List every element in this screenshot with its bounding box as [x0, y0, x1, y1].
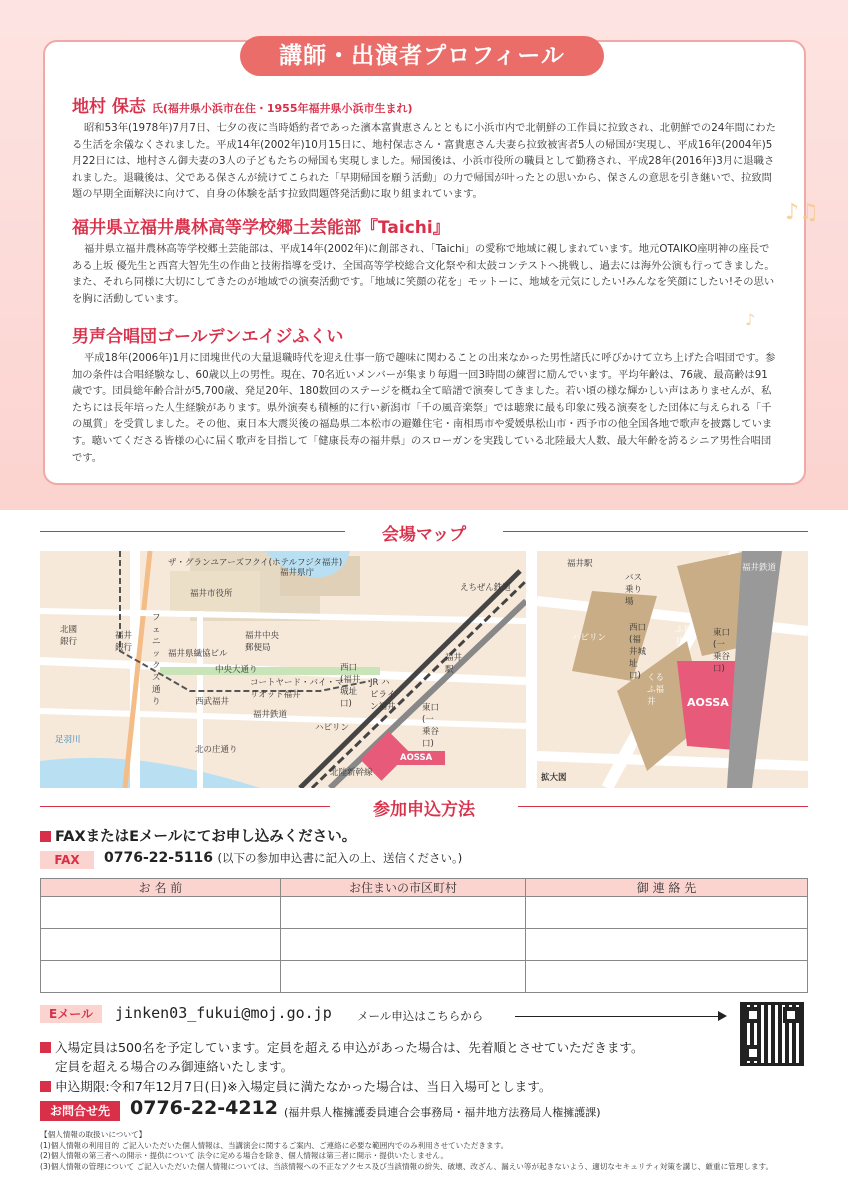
contact-number: 0776-22-4212 — [130, 1097, 278, 1119]
post-office-label: 福井中央郵便局 — [245, 631, 280, 653]
contact-tag: お問合せ先 — [40, 1101, 120, 1121]
capacity-text: 入場定員は500名を予定しています。定員を超える申込があった場合は、先着順とさせていただきます。 — [55, 1040, 644, 1055]
contact-cell[interactable] — [526, 929, 808, 961]
bullet-icon — [40, 1042, 51, 1053]
area-map — [40, 551, 526, 788]
choir-heading: 男声合唱団ゴールデンエイジふくい — [72, 327, 344, 347]
privacy-line: (1)個人情報の利用目的 ご記入いただいた個人情報は、当講演会に関するご案内、ご連絡に必要な範囲内でのみ利用させていただきます。 — [40, 1140, 509, 1150]
email-note: メール申込はこちらから — [357, 1009, 484, 1023]
west-exit2-label: 西口(福井城址口) — [629, 623, 647, 681]
taichi-heading: 福井県立福井農林高等学校郷土芸能部『Taichi』 — [72, 218, 450, 238]
fax-note: (以下の参加申込書に記入の上、送信ください。) — [217, 851, 463, 865]
station2-label: 福井駅 — [567, 559, 593, 569]
table-row — [41, 961, 808, 993]
zoom-map — [537, 551, 808, 788]
east-exit-label: 東口(一乗谷口) — [422, 703, 440, 749]
apply-title: 参加申込方法 — [373, 800, 475, 820]
city-office-label: 福井市役所 — [190, 589, 233, 599]
privacy-notice — [40, 1130, 810, 1172]
east-exit2-label: 東口(一乗谷口) — [713, 628, 731, 674]
city-cell[interactable] — [281, 897, 526, 929]
city-cell[interactable] — [281, 961, 526, 993]
zoom-label: 拡大図 — [541, 773, 567, 783]
application-form — [40, 878, 808, 993]
fax-line — [104, 850, 462, 866]
capacity-note: 定員を超える場合のみ御連絡いたします。 — [55, 1059, 294, 1074]
contact-cell[interactable] — [526, 897, 808, 929]
happiring2-label: ハピリン — [572, 633, 607, 643]
map-title: 会場マップ — [381, 525, 467, 545]
contact-header: 御 連 絡 先 — [526, 879, 808, 897]
person-suffix: 氏(福井県小浜市在住・1955年福井県小浜市生まれ) — [151, 102, 413, 115]
aossa2-label: AOSSA — [687, 696, 729, 709]
kurufu1-label: くるふ福井 — [675, 613, 693, 647]
nishiki-label: 西武福井 — [195, 697, 230, 707]
apply-headline — [40, 825, 356, 846]
building-label: 福井県繊協ビル — [168, 649, 228, 659]
pref-office-label: 福井県庁 — [280, 568, 315, 578]
table-row — [41, 897, 808, 929]
phoenix-label: フェニックス通り — [152, 613, 161, 707]
jr-line-label: JR ハピライン福井 — [370, 678, 396, 712]
arrow-line — [515, 1016, 725, 1017]
music-note-icon: ♪ — [745, 310, 756, 329]
arrow-icon — [718, 1011, 727, 1021]
echizen-rail-label: えちぜん鉄道 — [460, 583, 511, 593]
bus-stop-label: バス乗り場 — [625, 573, 643, 607]
kitanosho-label: 北の庄通り — [195, 745, 238, 755]
taichi-bio: 福井県立福井農林高等学校郷土芸能部は、平成14年(2002年)に創部され、「Taichi」の愛称で地域に親しまれています。地元OTAIKO座明神の座長である上坂 優先生と西宮大智先生の作曲と技術指導を受け、全国高等学校総合文化祭や和太鼓コンテストへ挑戦し、過去には海外公演も行ってきました。また、それら同様に大切にしてきたのが地域での演奏活動です。「地域に笑顔の花を」モットーに、地域を元気にしたい!みんなを笑顔にしたい!その思いを胸に活動しています。 — [72, 243, 775, 305]
aossa-label: AOSSA — [400, 753, 433, 763]
email-link[interactable]: jinken03_fukui@moj.go.jp — [115, 1004, 332, 1022]
zoom-map-graphic — [537, 551, 808, 788]
hotel-label: ザ・グランユアーズフクイ(ホテルフジタ福井) — [168, 558, 343, 568]
fax-tag: FAX — [40, 851, 94, 869]
happiring-label: ハピリン — [315, 723, 350, 733]
apply-headline-text: FAXまたはEメールにてお申し込みください。 — [55, 829, 357, 845]
privacy-line: (2)個人情報の第三者への開示・提供について 法令に定める場合を除き、個人情報は第三者に開示・提供いたしません。 — [40, 1151, 449, 1161]
shinkansen-label: 北陸新幹線 — [330, 768, 373, 778]
person-bio: 昭和53年(1978年)7月7日、七夕の夜に当時婚約者であった濱本富貴恵さんとともに小浜市内で北朝鮮の工作員に拉致され、北朝鮮での24年間にわたる生活を余儀なくされました。平成14年(2002年)10月15日に、地村保志さん・富貴恵さん夫妻ら拉致被害者5人の帰国が実現し、平成16年(2004年)5月22日には、地村さん御夫妻の3人の子どもたちの帰国も実現しました。帰国後は、小浜市役所の職員として勤務され、平成28年(2016年)3月に退職されました。退職後は、父である保さんが続けてこられた「早期帰国を願う活動」の力で帰国が叶ったとの思いから、保さんの意思を引き継いで、拉致問題の早期全面解決に向けて、自身の体験を話す拉致問題啓発活動に取り組まれています。 — [72, 122, 776, 201]
privacy-line: (3)個人情報の管理について ご記入いただいた個人情報については、当該情報への不正なアクセス及び当該情報の紛失、破壊、改ざん、漏えい等が起きないよう、適切なセキュリティ対策を講じ、厳重に管理します。 — [40, 1161, 774, 1171]
contact-org: (福井県人権擁護委員連合会事務局・福井地方法務局人権擁護課) — [284, 1106, 601, 1119]
privacy-title: 【個人情報の取扱いについて】 — [40, 1130, 147, 1139]
west-exit-label: 西口(福井城址口) — [340, 663, 361, 709]
deadline-line — [40, 1076, 551, 1095]
chuo-street-label: 中央大通り — [215, 665, 258, 675]
capacity-line — [40, 1037, 644, 1056]
name-cell[interactable] — [41, 897, 281, 929]
asuwa-river-label: 足羽川 — [55, 735, 81, 745]
kurufu2-label: くるふ福井 — [647, 673, 665, 707]
bullet-icon — [40, 1081, 51, 1092]
city-header: お住まいの市区町村 — [281, 879, 526, 897]
name-header: お 名 前 — [41, 879, 281, 897]
email-tag: Eメール — [40, 1005, 102, 1023]
person-heading — [72, 92, 413, 117]
hokuriku-bank-label: 北國銀行 — [60, 625, 78, 647]
station-label: 福井駅 — [445, 653, 463, 675]
choir-bio: 平成18年(2006年)1月に団塊世代の大量退職時代を迎え仕事一筋で趣味に関わることの出来なかった男性諸氏に呼びかけて立ち上げた合唱団です。参加の条件は合唱経験なし、60歳以上の男性。現在、70名近いメンバーが集まり毎週一回3時間の練習に励んでいます。平均年齢は、76歳、最高齢は91歳です。団員総年齢合計が5,700歳、発足20年、180数回のステージを概ね全て暗譜で演奏してきました。若い頃の様な輝かしい声はありませんが、私たちには長年培った人生経験があります。県外演奏も積極的に行い新潟市「千の風音楽祭」では聴衆に最も印象に残る演奏をした団体に与えられる「千の風賞」を受賞しました。その他、東日本大震災後の福島県二本松市の避難住宅・南相馬市や愛媛県松山市・西予市の他全国各地で歌声を披露しています。聴いてくださる皆様の心に届く歌声を目指して「健康長寿の福井県」のスローガンを実践している北陸最大人数、最大年齢を誇るシニア男性合唱団です。 — [72, 352, 776, 464]
courtyard-label: コートヤード・バイ・マリオット福井 — [250, 678, 344, 700]
qr-code-icon[interactable] — [740, 1002, 804, 1066]
table-row — [41, 929, 808, 961]
fukui-bank-label: 福井銀行 — [115, 631, 133, 653]
name-cell[interactable] — [41, 929, 281, 961]
city-cell[interactable] — [281, 929, 526, 961]
bullet-icon — [40, 831, 51, 842]
person-name: 地村 保志 — [72, 97, 146, 117]
fax-number: 0776-22-5116 — [104, 850, 214, 866]
rail2-label: 福井鉄道 — [742, 563, 777, 573]
fukui-rail-label: 福井鉄道 — [253, 710, 288, 720]
music-note-icon: ♪♫ — [785, 200, 819, 225]
deadline-text: 申込期限:令和7年12月7日(日)※入場定員に満たなかった場合は、当日入場可とします。 — [55, 1079, 552, 1094]
profile-title: 講師・出演者プロフィール — [240, 36, 604, 76]
contact-cell[interactable] — [526, 961, 808, 993]
name-cell[interactable] — [41, 961, 281, 993]
